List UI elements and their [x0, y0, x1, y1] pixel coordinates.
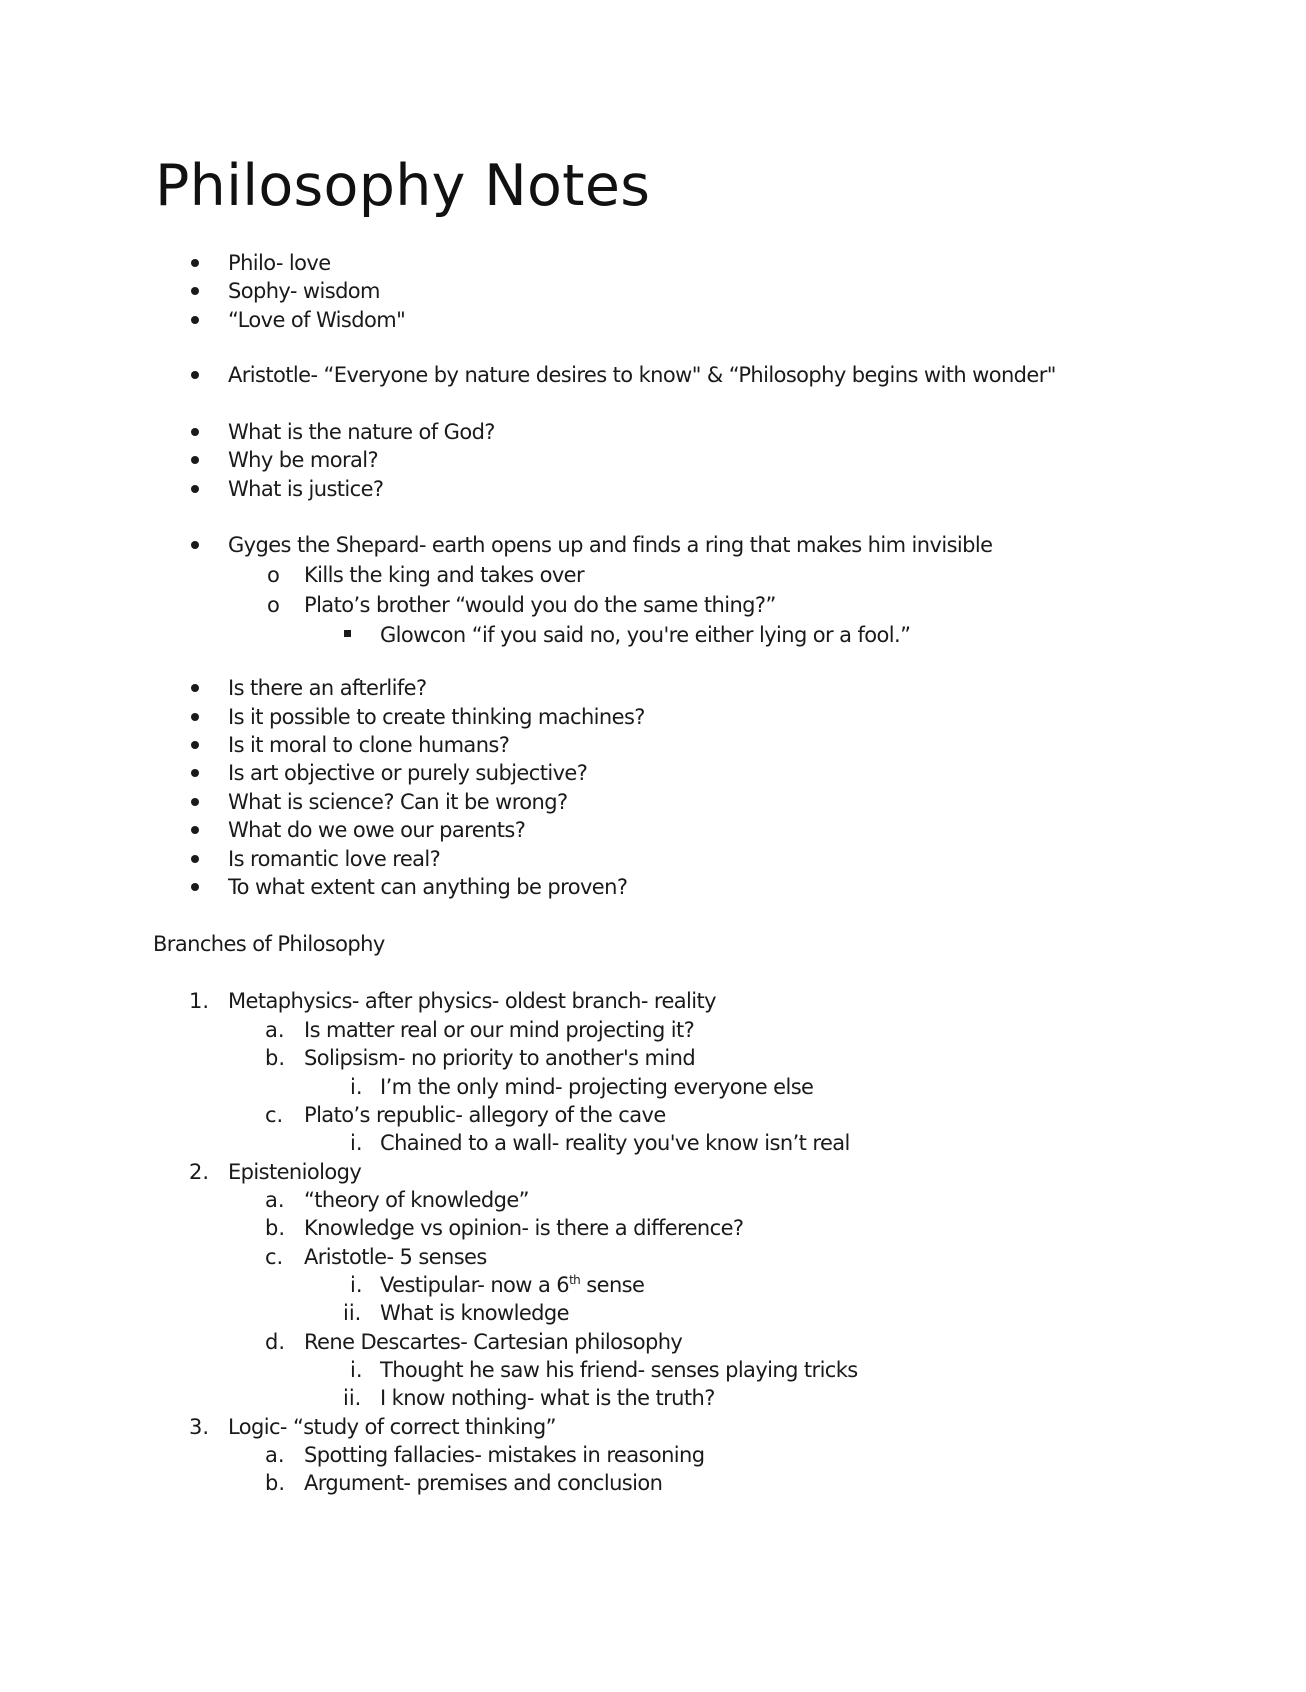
- bullet-icon: [191, 316, 199, 324]
- bullet-icon: [191, 883, 199, 891]
- list-item: Aristotle- 5 senses: [304, 1245, 487, 1269]
- list-item: What do we owe our parents?: [228, 818, 526, 842]
- bullet-icon: [191, 855, 199, 863]
- list-item: Philo- love: [228, 251, 331, 275]
- bullet-icon: [191, 541, 199, 549]
- list-letter: c.: [265, 1245, 284, 1269]
- bullet-icon: [191, 428, 199, 436]
- bullet-icon: [191, 741, 199, 749]
- page-title: Philosophy Notes: [155, 153, 651, 219]
- list-item: Is art objective or purely subjective?: [228, 761, 588, 785]
- list-item: “Love of Wisdom": [228, 308, 406, 332]
- list-roman: ii.: [343, 1301, 362, 1325]
- list-item: “theory of knowledge”: [304, 1188, 529, 1212]
- list-item: Is it possible to create thinking machines?: [228, 705, 645, 729]
- bullet-icon: [191, 769, 199, 777]
- list-item: Gyges the Shepard- earth opens up and finds a ring that makes him invisible: [228, 533, 993, 557]
- list-item: Episteniology: [228, 1160, 362, 1184]
- list-item: Argument- premises and conclusion: [304, 1471, 663, 1495]
- bullet-icon: [191, 684, 199, 692]
- list-item: What is science? Can it be wrong?: [228, 790, 568, 814]
- list-item: Thought he saw his friend- senses playing tricks: [380, 1358, 858, 1382]
- square-bullet-icon: [344, 630, 351, 637]
- list-roman: i.: [350, 1358, 363, 1382]
- list-item: Why be moral?: [228, 448, 379, 472]
- list-letter: a.: [265, 1443, 285, 1467]
- list-item: Is matter real or our mind projecting it?: [304, 1018, 695, 1042]
- list-letter: b.: [265, 1216, 286, 1240]
- list-item: [380, 1271, 644, 1299]
- list-item: Chained to a wall- reality you've know isn’t real: [380, 1131, 850, 1155]
- sub-bullet-marker: o: [267, 563, 280, 587]
- list-letter: a.: [265, 1018, 285, 1042]
- list-letter: d.: [265, 1330, 286, 1354]
- list-roman: i.: [350, 1075, 363, 1099]
- list-item-text: sense: [580, 1273, 645, 1297]
- list-item: To what extent can anything be proven?: [228, 875, 628, 899]
- list-item: What is knowledge: [380, 1301, 569, 1325]
- list-item: Plato’s republic- allegory of the cave: [304, 1103, 666, 1127]
- bullet-icon: [191, 456, 199, 464]
- list-item: What is the nature of God?: [228, 420, 495, 444]
- list-number: 1.: [189, 989, 210, 1013]
- section-heading: Branches of Philosophy: [153, 932, 385, 956]
- bullet-icon: [191, 798, 199, 806]
- list-item: Plato’s brother “would you do the same thing?”: [304, 593, 776, 617]
- list-item: Is romantic love real?: [228, 847, 441, 871]
- list-number: 2.: [189, 1160, 210, 1184]
- list-roman: ii.: [343, 1386, 362, 1410]
- list-item: Metaphysics- after physics- oldest branch- reality: [228, 989, 716, 1013]
- list-item: What is justice?: [228, 477, 384, 501]
- list-letter: b.: [265, 1471, 286, 1495]
- bullet-icon: [191, 371, 199, 379]
- list-item: I know nothing- what is the truth?: [380, 1386, 715, 1410]
- bullet-icon: [191, 485, 199, 493]
- list-item: Glowcon “if you said no, you're either lying or a fool.”: [380, 623, 911, 647]
- bullet-icon: [191, 826, 199, 834]
- list-item: Kills the king and takes over: [304, 563, 585, 587]
- list-item: Logic- “study of correct thinking”: [228, 1415, 556, 1439]
- list-item: Spotting fallacies- mistakes in reasoning: [304, 1443, 705, 1467]
- bullet-icon: [191, 287, 199, 295]
- sub-bullet-marker: o: [267, 593, 280, 617]
- list-item: Aristotle- “Everyone by nature desires to know" & “Philosophy begins with wonder": [228, 363, 1056, 387]
- list-item: I’m the only mind- projecting everyone else: [380, 1075, 814, 1099]
- list-letter: a.: [265, 1188, 285, 1212]
- bullet-icon: [191, 713, 199, 721]
- list-item: Solipsism- no priority to another's mind: [304, 1046, 696, 1070]
- list-letter: b.: [265, 1046, 286, 1070]
- list-number: 3.: [189, 1415, 210, 1439]
- list-item-text: Vestipular- now a 6: [380, 1273, 570, 1297]
- list-item: Is it moral to clone humans?: [228, 733, 510, 757]
- bullet-icon: [191, 259, 199, 267]
- list-roman: i.: [350, 1131, 363, 1155]
- list-roman: i.: [350, 1273, 363, 1297]
- list-item: Rene Descartes- Cartesian philosophy: [304, 1330, 683, 1354]
- list-item: Sophy- wisdom: [228, 279, 380, 303]
- list-item: Is there an afterlife?: [228, 676, 427, 700]
- superscript: th: [569, 1273, 581, 1287]
- list-letter: c.: [265, 1103, 284, 1127]
- list-item: Knowledge vs opinion- is there a difference?: [304, 1216, 744, 1240]
